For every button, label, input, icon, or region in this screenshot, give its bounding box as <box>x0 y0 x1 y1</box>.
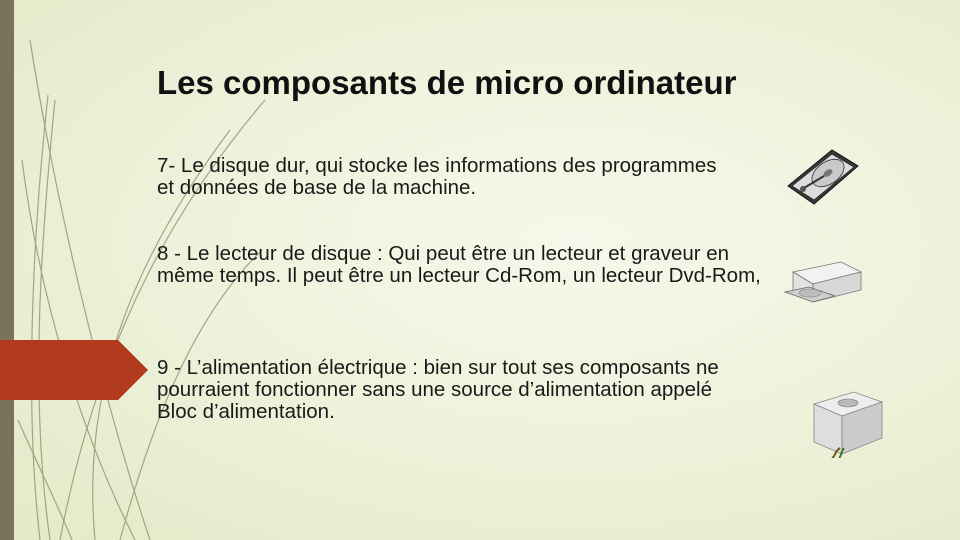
paragraph-disque-dur: 7- Le disque dur, qui stocke les informations des programmes et données de base de la machine. <box>157 154 717 199</box>
power-supply-icon <box>806 386 884 458</box>
hard-disk-icon <box>784 146 860 208</box>
accent-tab <box>0 340 148 400</box>
slide-title: Les composants de micro ordinateur <box>157 64 737 101</box>
optical-drive-icon <box>783 260 863 310</box>
left-bar <box>0 0 14 540</box>
paragraph-alimentation: 9 - L’alimentation électrique : bien sur tout ses composants ne pourraient fonctionner sans une source d’alimentation appelé Bloc d’alimentation. <box>157 356 719 423</box>
paragraph-lecteur-disque: 8 - Le lecteur de disque : Qui peut être un lecteur et graveur en même temps. Il peut être un lecteur Cd-Rom, un lecteur Dvd-Rom, <box>157 242 761 287</box>
